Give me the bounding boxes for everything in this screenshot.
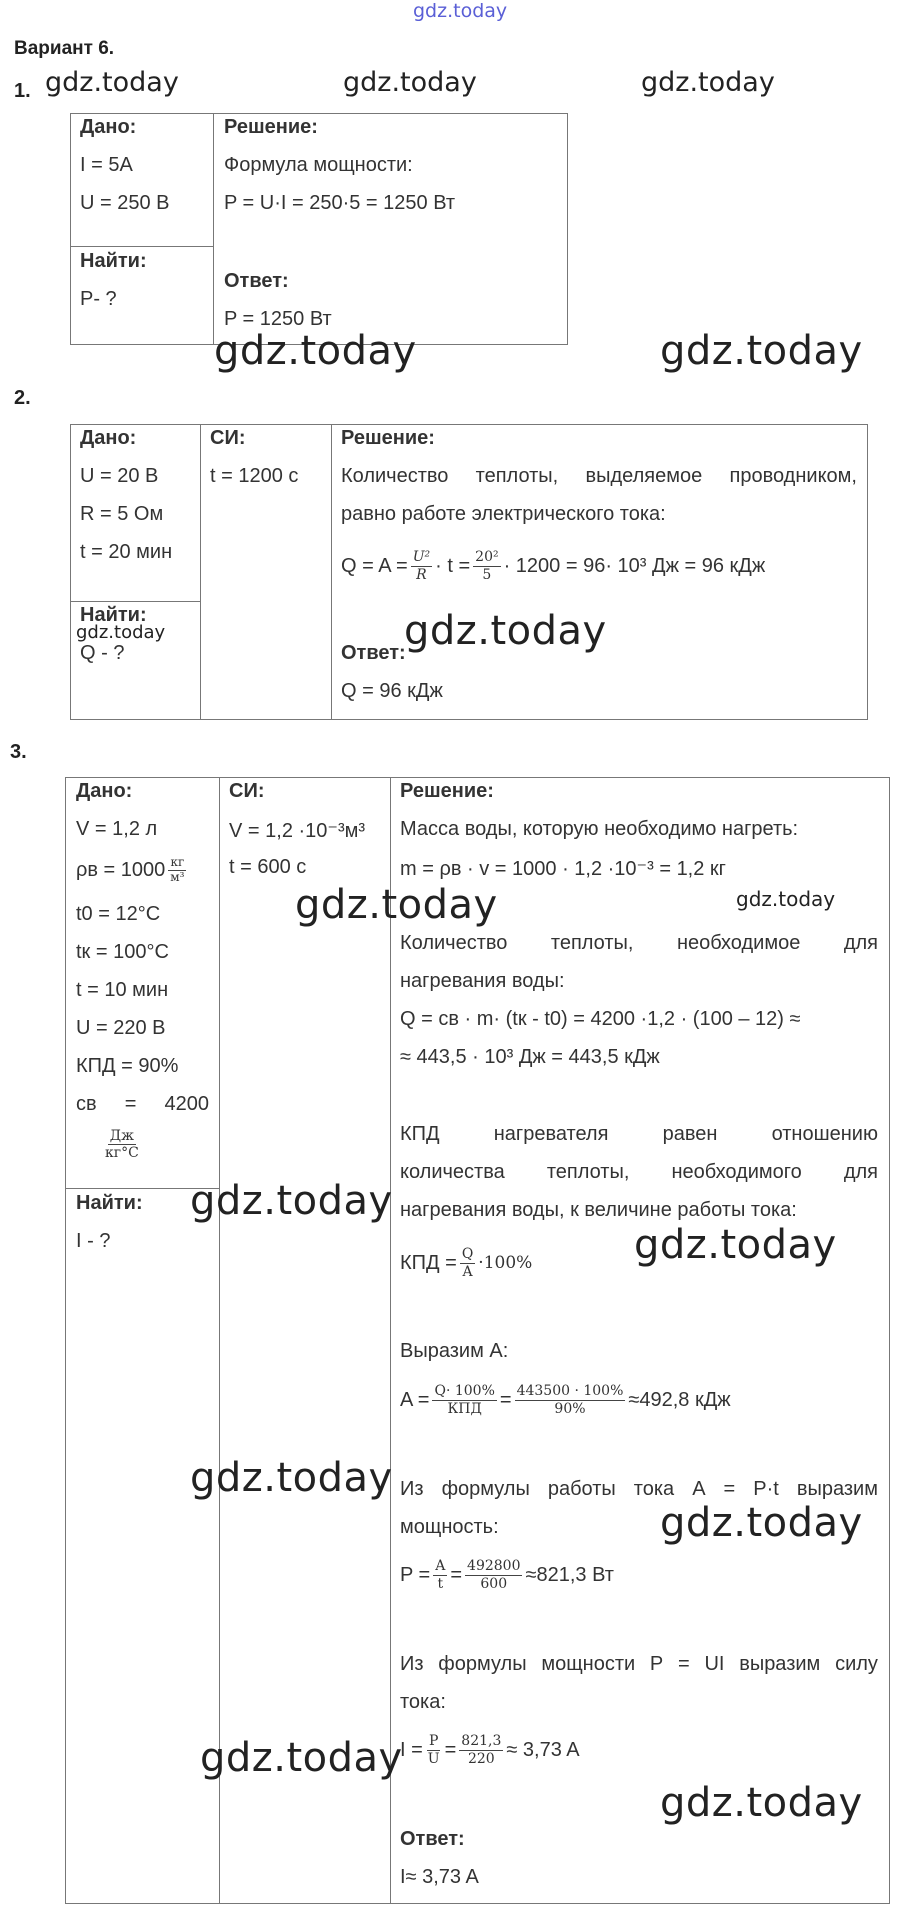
- find-value: P- ?: [80, 288, 117, 310]
- solution-line: Количество теплоты, необходимое для: [400, 932, 878, 954]
- problem-2-number: 2.: [14, 387, 31, 409]
- formula: КПД = $\frac{Q}{A}$ ·100%: [400, 1246, 533, 1280]
- given-value: t = 10 мин: [76, 979, 169, 1001]
- si-heading: СИ:: [229, 780, 265, 802]
- find-value: I - ?: [76, 1230, 111, 1252]
- watermark: gdz.today: [634, 1222, 837, 1268]
- solution-line: тока:: [400, 1691, 446, 1713]
- solution-line: мощность:: [400, 1516, 499, 1538]
- solution-line: Формула мощности:: [224, 154, 413, 176]
- find-heading: Найти:: [80, 604, 147, 626]
- formula: P = $\frac{A}{t}$ = $\frac{492800}{600}$ ≈821,3 Вт: [400, 1558, 614, 1592]
- fraction: $\frac{Дж}{кг^\circ C}$: [105, 1128, 139, 1162]
- si-value: t = 600 с: [229, 856, 307, 878]
- watermark: gdz.today: [660, 328, 863, 374]
- given-value: U = 20 В: [80, 465, 159, 487]
- given-heading: Дано:: [80, 116, 137, 138]
- fraction: $\frac{821,3}{220}$: [461, 1733, 502, 1767]
- answer-value: I≈ 3,73 A: [400, 1866, 479, 1888]
- given-value: U = 250 В: [80, 192, 170, 214]
- find-heading: Найти:: [80, 250, 147, 272]
- formula: A = $\frac{Q\cdot 100\%}{\text{КПД}}$ = $\frac{443500 \cdot 100\%}{90\%}$ ≈492,8 кДж: [400, 1383, 731, 1417]
- solution-line: Из формулы мощности P = UI выразим силу: [400, 1653, 878, 1675]
- given-heading: Дано:: [76, 780, 133, 802]
- solution-line: нагревания воды, к величине работы тока:: [400, 1199, 797, 1221]
- given-value: КПД = 90%: [76, 1055, 179, 1077]
- answer-value: Q = 96 кДж: [341, 680, 443, 702]
- solution-line: m = ρв · v = 1000 · 1,2 ·10⁻³ = 1,2 кг: [400, 858, 726, 880]
- given-value: U = 220 В: [76, 1017, 166, 1039]
- solution-line: Выразим A:: [400, 1340, 509, 1362]
- watermark: gdz.today: [190, 1455, 393, 1501]
- answer-heading: Ответ:: [400, 1828, 465, 1850]
- fraction: $\frac{кг}{\text{м³}}$: [170, 854, 185, 884]
- problem-3-number: 3.: [10, 741, 27, 763]
- watermark: gdz.today: [404, 608, 607, 654]
- solution-line: равно работе электрического тока:: [341, 503, 666, 525]
- problem-1-number: 1.: [14, 80, 31, 102]
- given-value: I = 5A: [80, 154, 133, 176]
- formula: Q = A = $\frac{\text{U²}}{R}$ · t = $\frac{\text{20²}}{5}$ · 1200 = 96· 10³ Дж = 96 кДж: [341, 549, 766, 583]
- solution-line: Из формулы работы тока A = P·t выразим: [400, 1478, 878, 1500]
- solution-line: Масса воды, которую необходимо нагреть:: [400, 818, 799, 840]
- watermark: gdz.today: [190, 1178, 393, 1224]
- watermark: gdz.today: [76, 622, 166, 643]
- fraction: $\frac{P}{U}$: [427, 1733, 440, 1767]
- watermark: gdz.today: [295, 882, 498, 928]
- si-heading: СИ:: [210, 427, 246, 449]
- answer-heading: Ответ:: [341, 642, 406, 664]
- solution-heading: Решение:: [224, 116, 318, 138]
- fraction: $\frac{Q}{A}$: [461, 1246, 474, 1280]
- watermark: gdz.today: [413, 0, 508, 22]
- given-unit: [100, 1128, 144, 1161]
- solution-line: КПД нагревателя равен отношению: [400, 1123, 878, 1145]
- given-value: t0 = 12°C: [76, 903, 161, 925]
- watermark: gdz.today: [45, 67, 179, 98]
- given-value: tк = 100°C: [76, 941, 169, 963]
- watermark: gdz.today: [214, 328, 417, 374]
- watermark: gdz.today: [200, 1735, 403, 1781]
- watermark: gdz.today: [660, 1780, 863, 1826]
- fraction: $\frac{492800}{600}$: [467, 1558, 521, 1592]
- solution-heading: Решение:: [341, 427, 435, 449]
- formula: I = $\frac{P}{U}$ = $\frac{821,3}{220}$ ≈ 3,73 A: [400, 1733, 580, 1767]
- fraction: $\frac{\text{20²}}{5}$: [475, 549, 499, 583]
- given-value: cв = 4200: [76, 1093, 209, 1115]
- fraction: $\frac{\text{U²}}{R}$: [412, 549, 431, 583]
- solution-line: количества теплоты, необходимого для: [400, 1161, 878, 1183]
- watermark: gdz.today: [343, 67, 477, 98]
- page-title: Вариант 6.: [14, 38, 115, 59]
- solution-line: нагревания воды:: [400, 970, 565, 992]
- solution-heading: Решение:: [400, 780, 494, 802]
- solution-line: P = U·I = 250·5 = 1250 Вт: [224, 192, 456, 214]
- answer-value: P = 1250 Вт: [224, 308, 332, 330]
- find-value: Q - ?: [80, 642, 125, 664]
- watermark: gdz.today: [736, 887, 836, 911]
- find-heading: Найти:: [76, 1192, 143, 1214]
- si-value: V = 1,2 ·10⁻³м³: [229, 820, 366, 842]
- given-value: ρв = 1000 $\frac{кг}{\text{м³}}$: [76, 854, 185, 884]
- solution-line: ≈ 443,5 · 10³ Дж = 443,5 кДж: [400, 1046, 660, 1068]
- solution-line: Количество теплоты, выделяемое проводником,: [341, 465, 857, 487]
- solution-line: Q = cв · m· (tк - t0) = 4200 ·1,2 · (100 – 12) ≈: [400, 1008, 801, 1030]
- si-value: t = 1200 с: [210, 465, 299, 487]
- answer-heading: Ответ:: [224, 270, 289, 292]
- fraction: $\frac{443500 \cdot 100\%}{90\%}$: [516, 1383, 624, 1417]
- fraction: $\frac{A}{t}$: [435, 1558, 446, 1592]
- watermark: gdz.today: [660, 1500, 863, 1546]
- given-heading: Дано:: [80, 427, 137, 449]
- watermark: gdz.today: [641, 67, 775, 98]
- given-value: V = 1,2 л: [76, 818, 158, 840]
- given-value: R = 5 Ом: [80, 503, 164, 525]
- given-value: t = 20 мин: [80, 541, 173, 563]
- fraction: $\frac{Q\cdot 100\%}{\text{КПД}}$: [434, 1383, 495, 1417]
